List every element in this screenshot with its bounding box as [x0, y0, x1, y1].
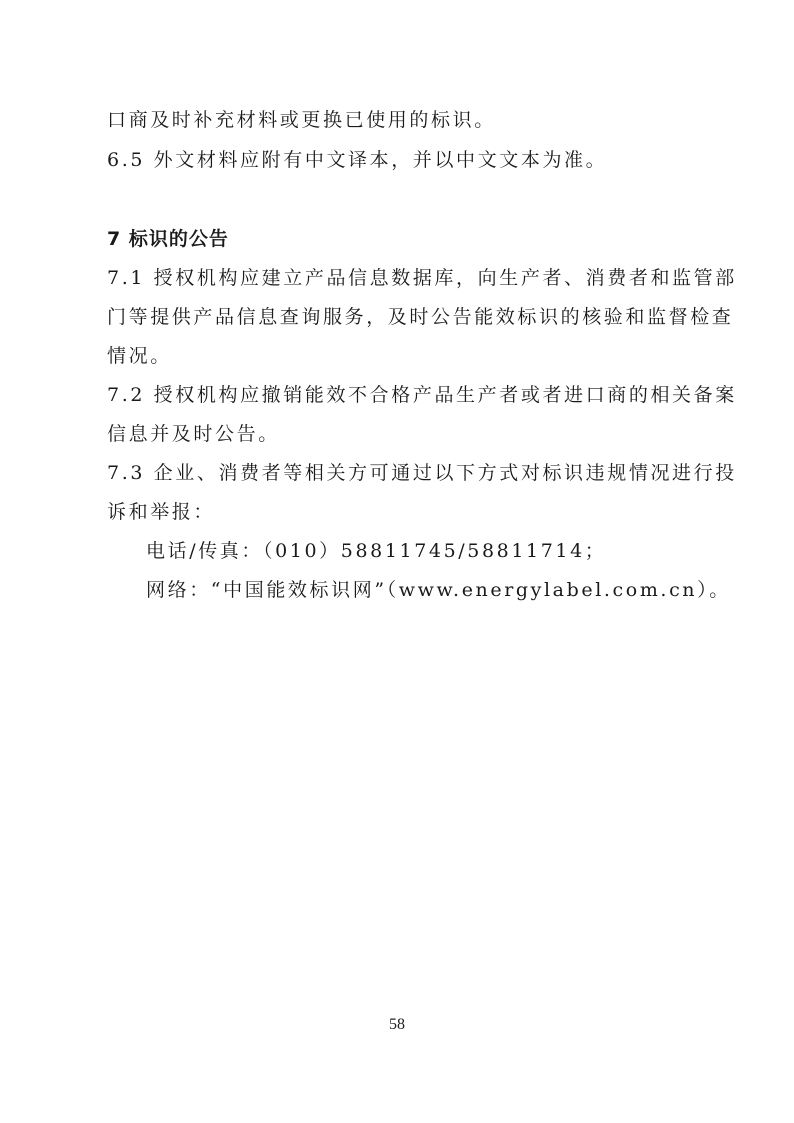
- text-line-continuation: 口商及时补充材料或更换已使用的标识。: [107, 109, 496, 131]
- clause-7-1-line-3: 情况。: [107, 345, 172, 367]
- clause-7-3-line-1: 7.3 企业、消费者等相关方可通过以下方式对标识违规情况进行投: [107, 462, 737, 484]
- clause-7-2-line-2: 信息并及时公告。: [107, 423, 280, 445]
- phone-fax-line: 电话/传真：（010）58811745/58811714；: [146, 540, 607, 562]
- website-line: 网络：“中国能效标识网”（www.energylabel.com.cn）。: [146, 579, 731, 601]
- clause-6-5: 6.5 外文材料应附有中文译本，并以中文文本为准。: [107, 149, 608, 171]
- clause-7-3-line-2: 诉和举报：: [107, 501, 216, 523]
- clause-7-1-line-2: 门等提供产品信息查询服务，及时公告能效标识的核验和监督检查: [107, 306, 734, 328]
- clause-7-2-line-1: 7.2 授权机构应撤销能效不合格产品生产者或者进口商的相关备案: [107, 384, 737, 406]
- section-heading: 7 标识的公告: [107, 228, 229, 250]
- clause-7-1-line-1: 7.1 授权机构应建立产品信息数据库，向生产者、消费者和监管部: [107, 267, 737, 289]
- page-number: 58: [389, 1016, 405, 1033]
